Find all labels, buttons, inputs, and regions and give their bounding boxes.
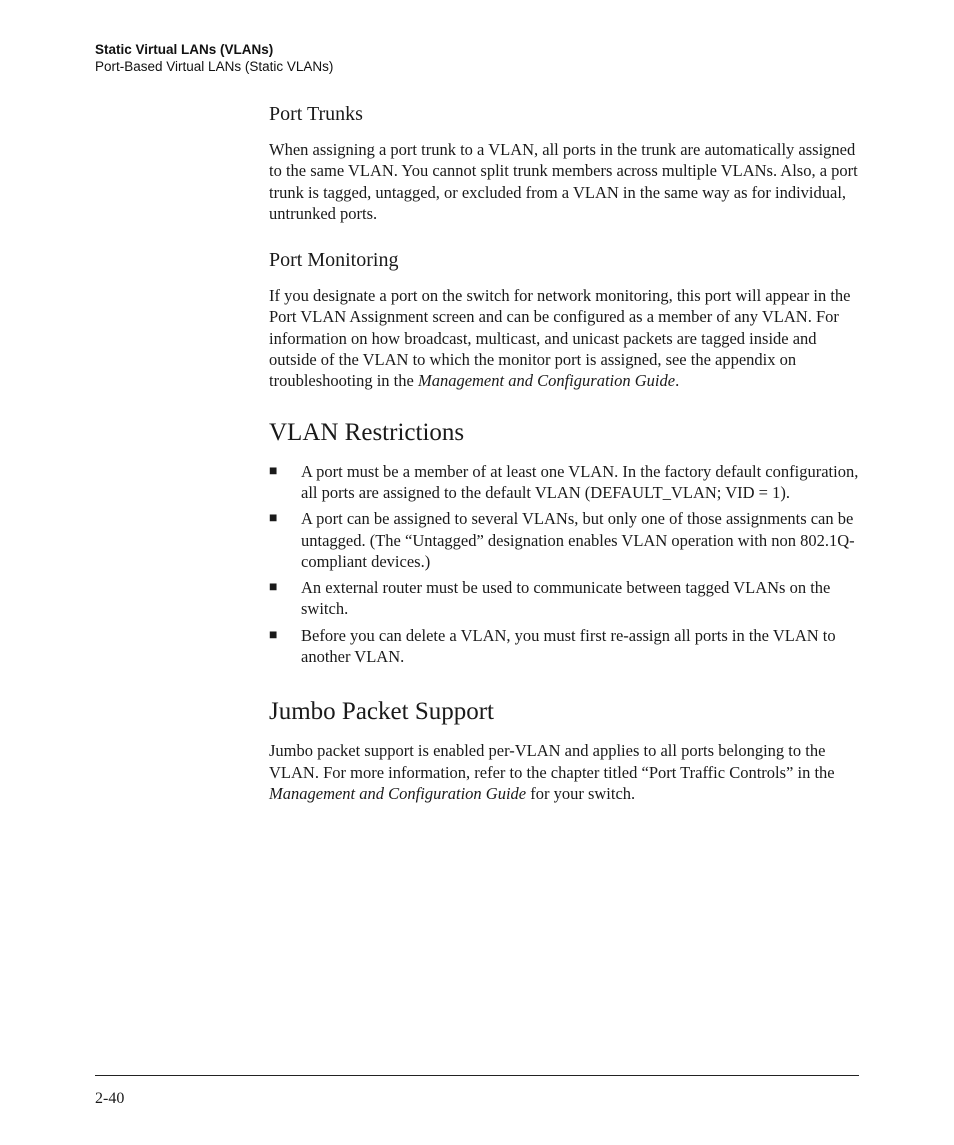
- list-item: [269, 508, 859, 572]
- running-header: [95, 41, 333, 75]
- port-monitoring-end: .: [675, 371, 680, 391]
- bullet-square-icon: ■: [269, 627, 278, 643]
- jumbo-end: for your switch.: [526, 783, 636, 803]
- port-monitoring-heading: Port Monitoring: [269, 249, 399, 272]
- bullet-square-icon: ■: [269, 511, 278, 527]
- guide-reference: Management and Configuration Guide: [269, 783, 527, 803]
- list-item: [269, 461, 859, 504]
- bullet-square-icon: ■: [269, 580, 278, 596]
- page-content: [269, 102, 859, 828]
- jumbo-packet-heading: Jumbo Packet Support: [269, 698, 494, 726]
- port-monitoring-text: If you designate a port on the switch for network monitoring, this port will appear in the Port VLAN Assignment screen and can be configured as a member of any VLAN. For information on how broadcast, multicast, and unicast packets are tagged inside and outside of the VLAN to which the monitor port is assigned, see the appendix on troubleshooting in the: [269, 286, 851, 391]
- list-item: [269, 577, 859, 620]
- chapter-title: Static Virtual LANs (VLANs): [95, 42, 274, 57]
- port-trunks-heading: Port Trunks: [269, 103, 363, 125]
- section-title: Port-Based Virtual LANs (Static VLANs): [95, 59, 334, 74]
- footer-divider: [95, 1075, 859, 1076]
- port-trunks-paragraph: When assigning a port trunk to a VLAN, all ports in the trunk are automatically assigned to the same VLAN. You cannot split trunk members across multiple VLANs. Also, a port trunk is tagged, untagged, or excluded from a VLAN in the same way as for individual, untrunked ports.: [269, 140, 858, 223]
- port-monitoring-paragraph: [269, 285, 859, 391]
- vlan-restrictions-list: [269, 461, 859, 668]
- page-number: 2-40: [95, 1090, 125, 1107]
- list-item-text: An external router must be used to communicate between tagged VLANs on the switch.: [301, 578, 831, 619]
- vlan-restrictions-heading: VLAN Restrictions: [269, 418, 465, 446]
- guide-reference: Management and Configuration Guide: [417, 371, 676, 391]
- jumbo-text: Jumbo packet support is enabled per-VLAN and applies to all ports belonging to the VLAN. For more information, refer to the chapter titled “Port Traffic Controls” in the: [269, 741, 835, 782]
- bullet-square-icon: ■: [269, 463, 278, 479]
- list-item-text: A port can be assigned to several VLANs, but only one of those assignments can be untagged. (The “Untagged” designation enables VLAN operation with non 802.1Q-compliant devices.): [301, 509, 855, 571]
- jumbo-packet-paragraph: [269, 740, 859, 804]
- list-item: [269, 625, 859, 668]
- list-item-text: A port must be a member of at least one VLAN. In the factory default configuration, all ports are assigned to the default VLAN (DEFAULT_VLAN; VID = 1).: [301, 461, 859, 502]
- list-item-text: Before you can delete a VLAN, you must first re-assign all ports in the VLAN to another VLAN.: [301, 625, 836, 667]
